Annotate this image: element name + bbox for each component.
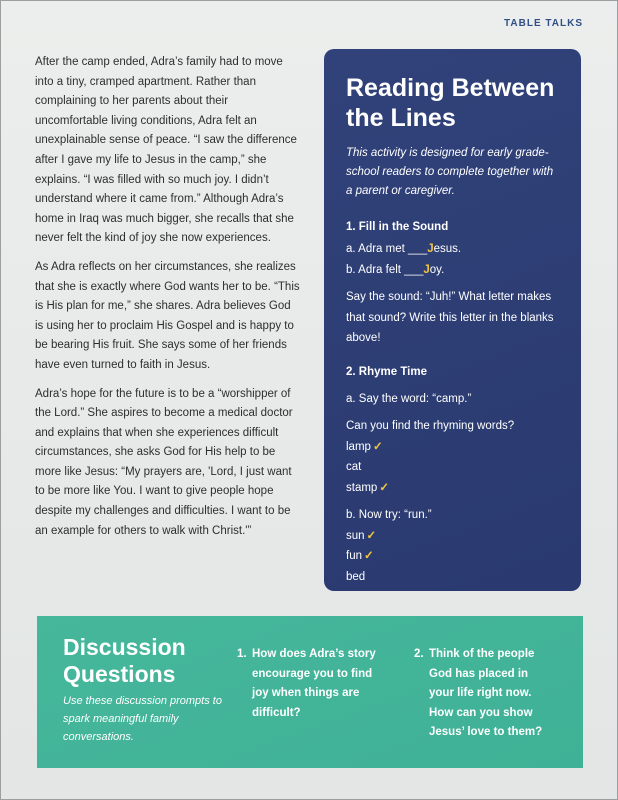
rhyme-word-item (346, 567, 559, 588)
check-mark-icon: ✓ (379, 481, 389, 494)
fill-line-b (346, 260, 559, 281)
sound-instruction: Say the sound: “Juh!” What letter makes that sound? Write this letter in the blanks above! (346, 291, 554, 344)
rhyme-word-item (346, 437, 559, 458)
fill-line-a-letter: J (427, 243, 434, 255)
rhyme-word-item (346, 457, 559, 478)
reading-activity-panel (324, 49, 581, 591)
rhyme-word: cat (346, 461, 362, 473)
rhyme-word-item (346, 546, 559, 567)
question-number: 2. (414, 648, 424, 660)
article-paragraph: Adra’s hope for the future is to be a “worshipper of the Lord.” She aspires to become a medical doctor and explains that when she experiences difficult circumstances, she asks God for His help to be more like Jesus: “My prayers are, 'Lord, I just want to be more like You. I want to give people hope despite my challenges and difficulties. I want to be an example for others to walk with Christ.'” (35, 387, 293, 537)
discussion-title-line: Discussion (63, 634, 186, 660)
rhyme-prompt-a: a. Say the word: “camp.” (346, 392, 472, 405)
fill-line-b-suffix: oy. (429, 263, 445, 276)
discussion-question (237, 645, 377, 723)
question-number: 1. (237, 648, 247, 660)
fill-line-a (346, 239, 559, 260)
rhyme-word: fun (346, 550, 362, 562)
rhyme-word-item (346, 526, 559, 547)
rhyme-prompt-b: b. Now try: “run.” (346, 509, 432, 521)
rhyme-word: sun (346, 529, 365, 542)
rhyme-question: Can you find the rhyming words? (346, 420, 515, 432)
rhyme-time-heading: 2. Rhyme Time (346, 365, 427, 378)
check-mark-icon: ✓ (372, 440, 383, 453)
rhyme-word-item (346, 478, 559, 499)
question-text: How does Adra’s story encourage you to find joy when things are difficult? (252, 648, 376, 719)
discussion-title (63, 634, 186, 688)
rhyme-word: lamp (346, 440, 371, 453)
discussion-question (414, 645, 554, 743)
fill-line-a-prefix: a. Adra met ___ (346, 243, 428, 255)
activity-intro: This activity is designed for early grade-school readers to complete together with a parent or caregiver. (346, 147, 554, 197)
check-mark-icon: ✓ (366, 529, 377, 542)
article-paragraph: After the camp ended, Adra’s family had to move into a tiny, cramped apartment. Rather than complaining to her parents about their uncomfortable living conditions, Adra felt an unexplainable sense of peace. “I saw the difference after I gave my life to Jesus in the camp,” she explains. “I was filled with so much joy. I didn’t understand where it came from.” Although Adra’s home in Iraq was much bigger, she recalls that she never felt the kind of joy she now experiences. (35, 56, 297, 245)
rhyme-word: bed (346, 570, 366, 583)
section-label: TABLE TALKS (504, 18, 583, 29)
fill-line-a-suffix: esus. (433, 243, 462, 255)
article-body (35, 53, 301, 550)
discussion-title-line: Questions (63, 661, 176, 687)
discussion-questions-panel (37, 616, 583, 768)
activity-title: Reading Between the Lines (346, 74, 555, 132)
article-paragraph: As Adra reflects on her circumstances, she realizes that she is exactly where God wants her to be. “This is His plan for me,” she shares. Adra believes God is using her to proclaim His Gospel and is happy to be bearing His fruit. She says some of her friends have even turned to faith in Jesus. (35, 260, 300, 371)
fill-line-b-prefix: b. Adra felt ___ (346, 263, 424, 276)
discussion-intro: Use these discussion prompts to spark meaningful family conversations. (63, 695, 222, 743)
fill-line-b-letter: J (423, 263, 430, 276)
check-mark-icon: ✓ (364, 550, 374, 562)
rhyme-word: stamp (346, 481, 378, 494)
fill-in-sound-heading: 1. Fill in the Sound (346, 221, 449, 233)
question-text: Think of the people God has placed in your life right now. How can you show Jesus’ love to them? (429, 648, 543, 738)
